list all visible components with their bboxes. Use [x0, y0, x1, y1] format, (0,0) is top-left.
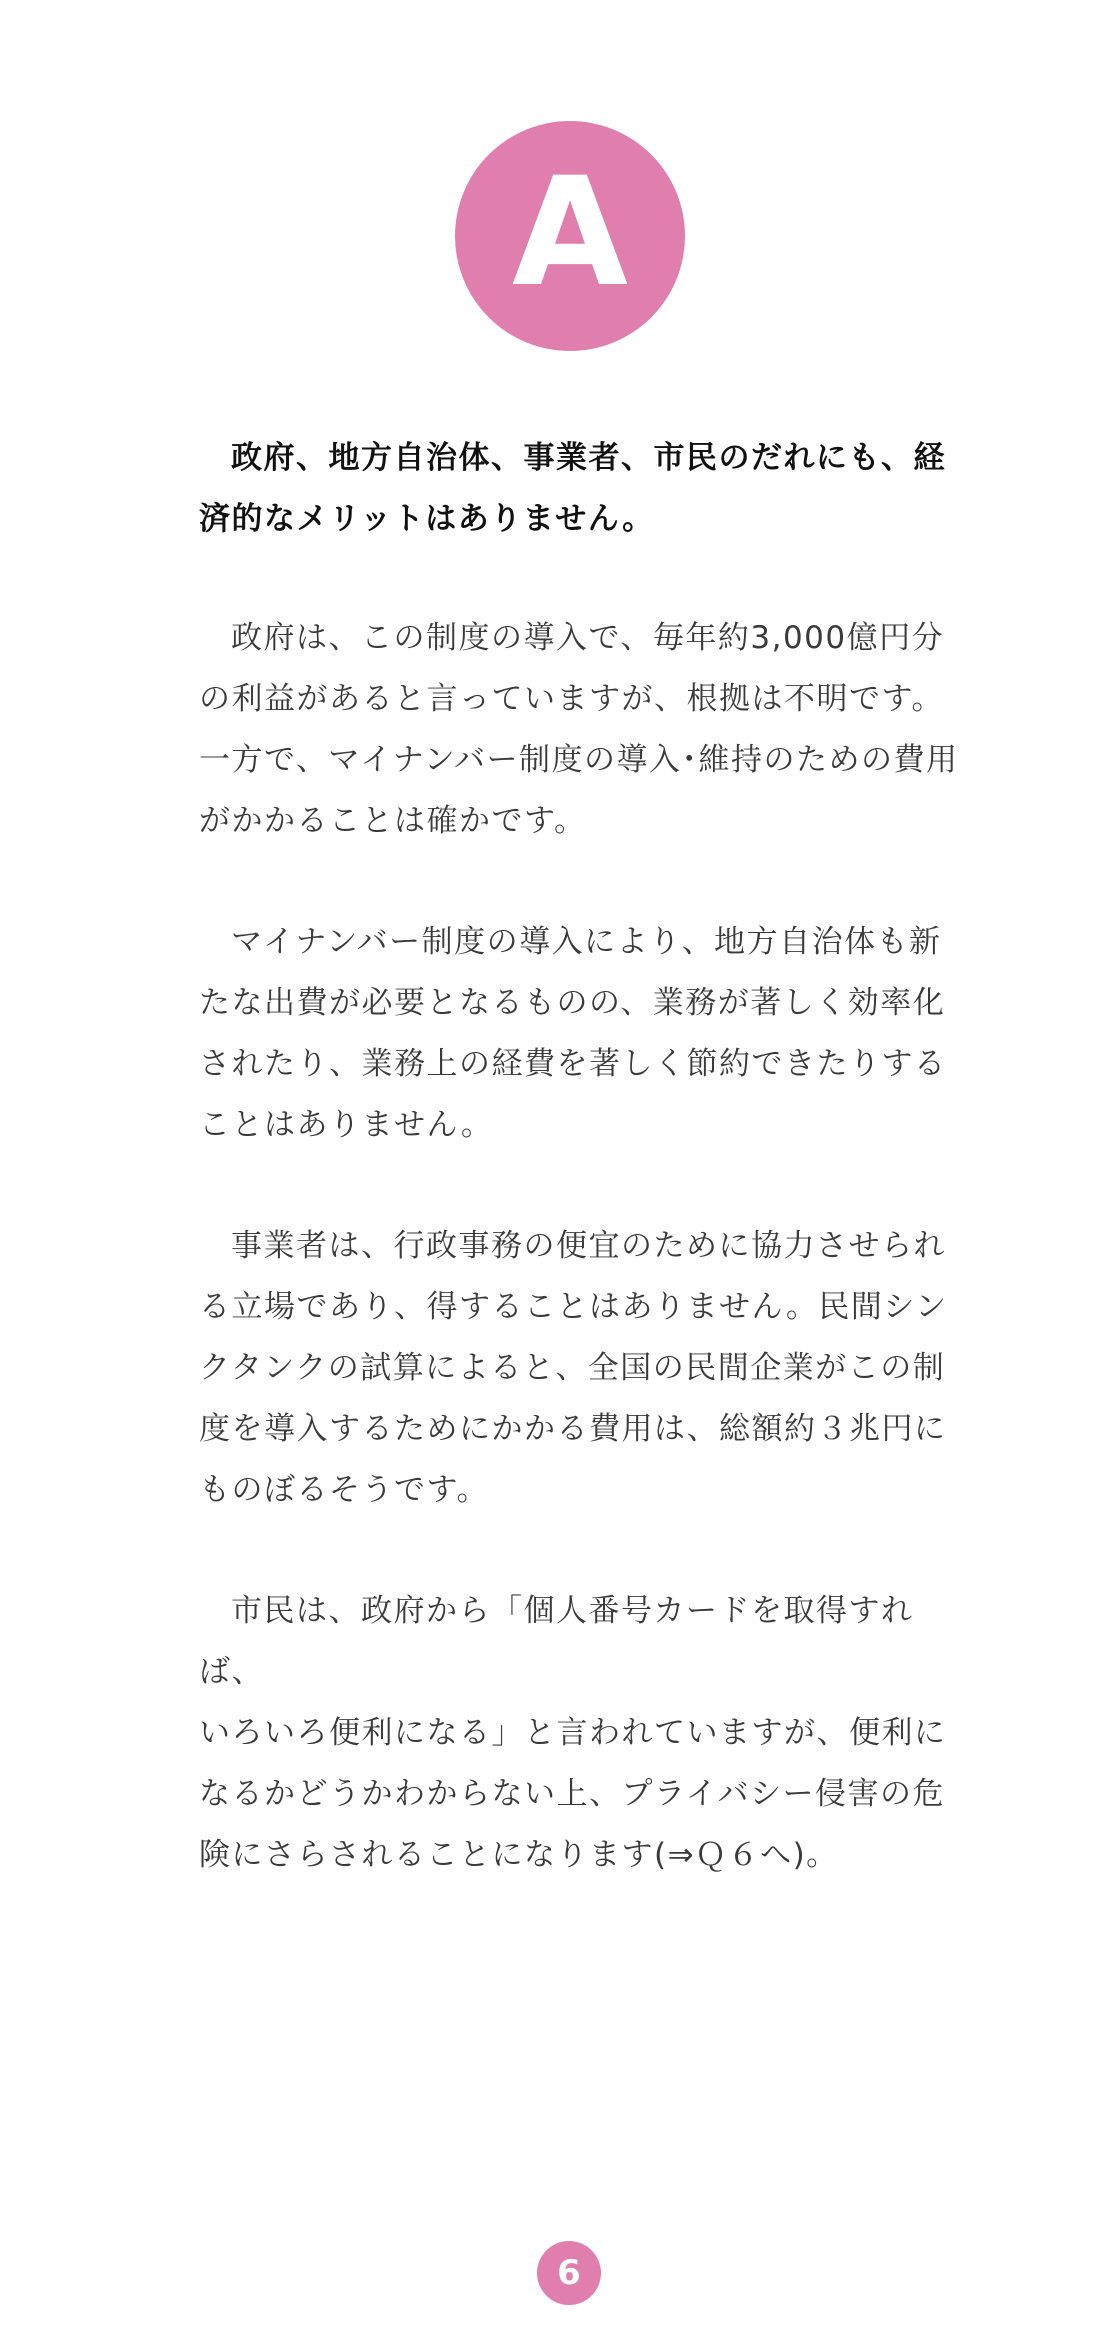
- page-number: 6: [557, 2253, 581, 2293]
- answer-body: [199, 428, 959, 1946]
- answer-summary: 政府、地方自治体、事業者、市民のだれにも、経 済的なメリットはありません。: [199, 440, 946, 537]
- answer-letter: A: [511, 146, 629, 320]
- answer-badge: [455, 121, 685, 351]
- paragraph-citizens: 市民は、政府から「個人番号カードを取得すれば、 いろいろ便利になる」と言われていますが、便利に なるかどうかわからない上、プライバシー侵害の危 険にさらされることになります(⇒Ｑ６へ)。: [199, 1593, 947, 1873]
- paragraph-government: 政府は、この制度の導入で、毎年約3,000億円分 の利益があると言っていますが、根拠は不明です。 一方で、マイナンバー制度の導入･維持のための費用 がかかることは確かです。: [199, 620, 959, 839]
- paragraph-local-government: マイナンバー制度の導入により、地方自治体も新 たな出費が必要となるものの、業務が著しく効率化 されたり、業務上の経費を著しく節約できたりする ことはありません。: [199, 924, 947, 1143]
- page-number-badge: [537, 2241, 601, 2305]
- paragraph-business: 事業者は、行政事務の便宜のために協力させられ る立場であり、得することはありません。民間シン クタンクの試算によると、全国の民間企業がこの制 度を導入するためにかかる費用は、総額約３兆円に ものぼるそうです。: [199, 1228, 948, 1508]
